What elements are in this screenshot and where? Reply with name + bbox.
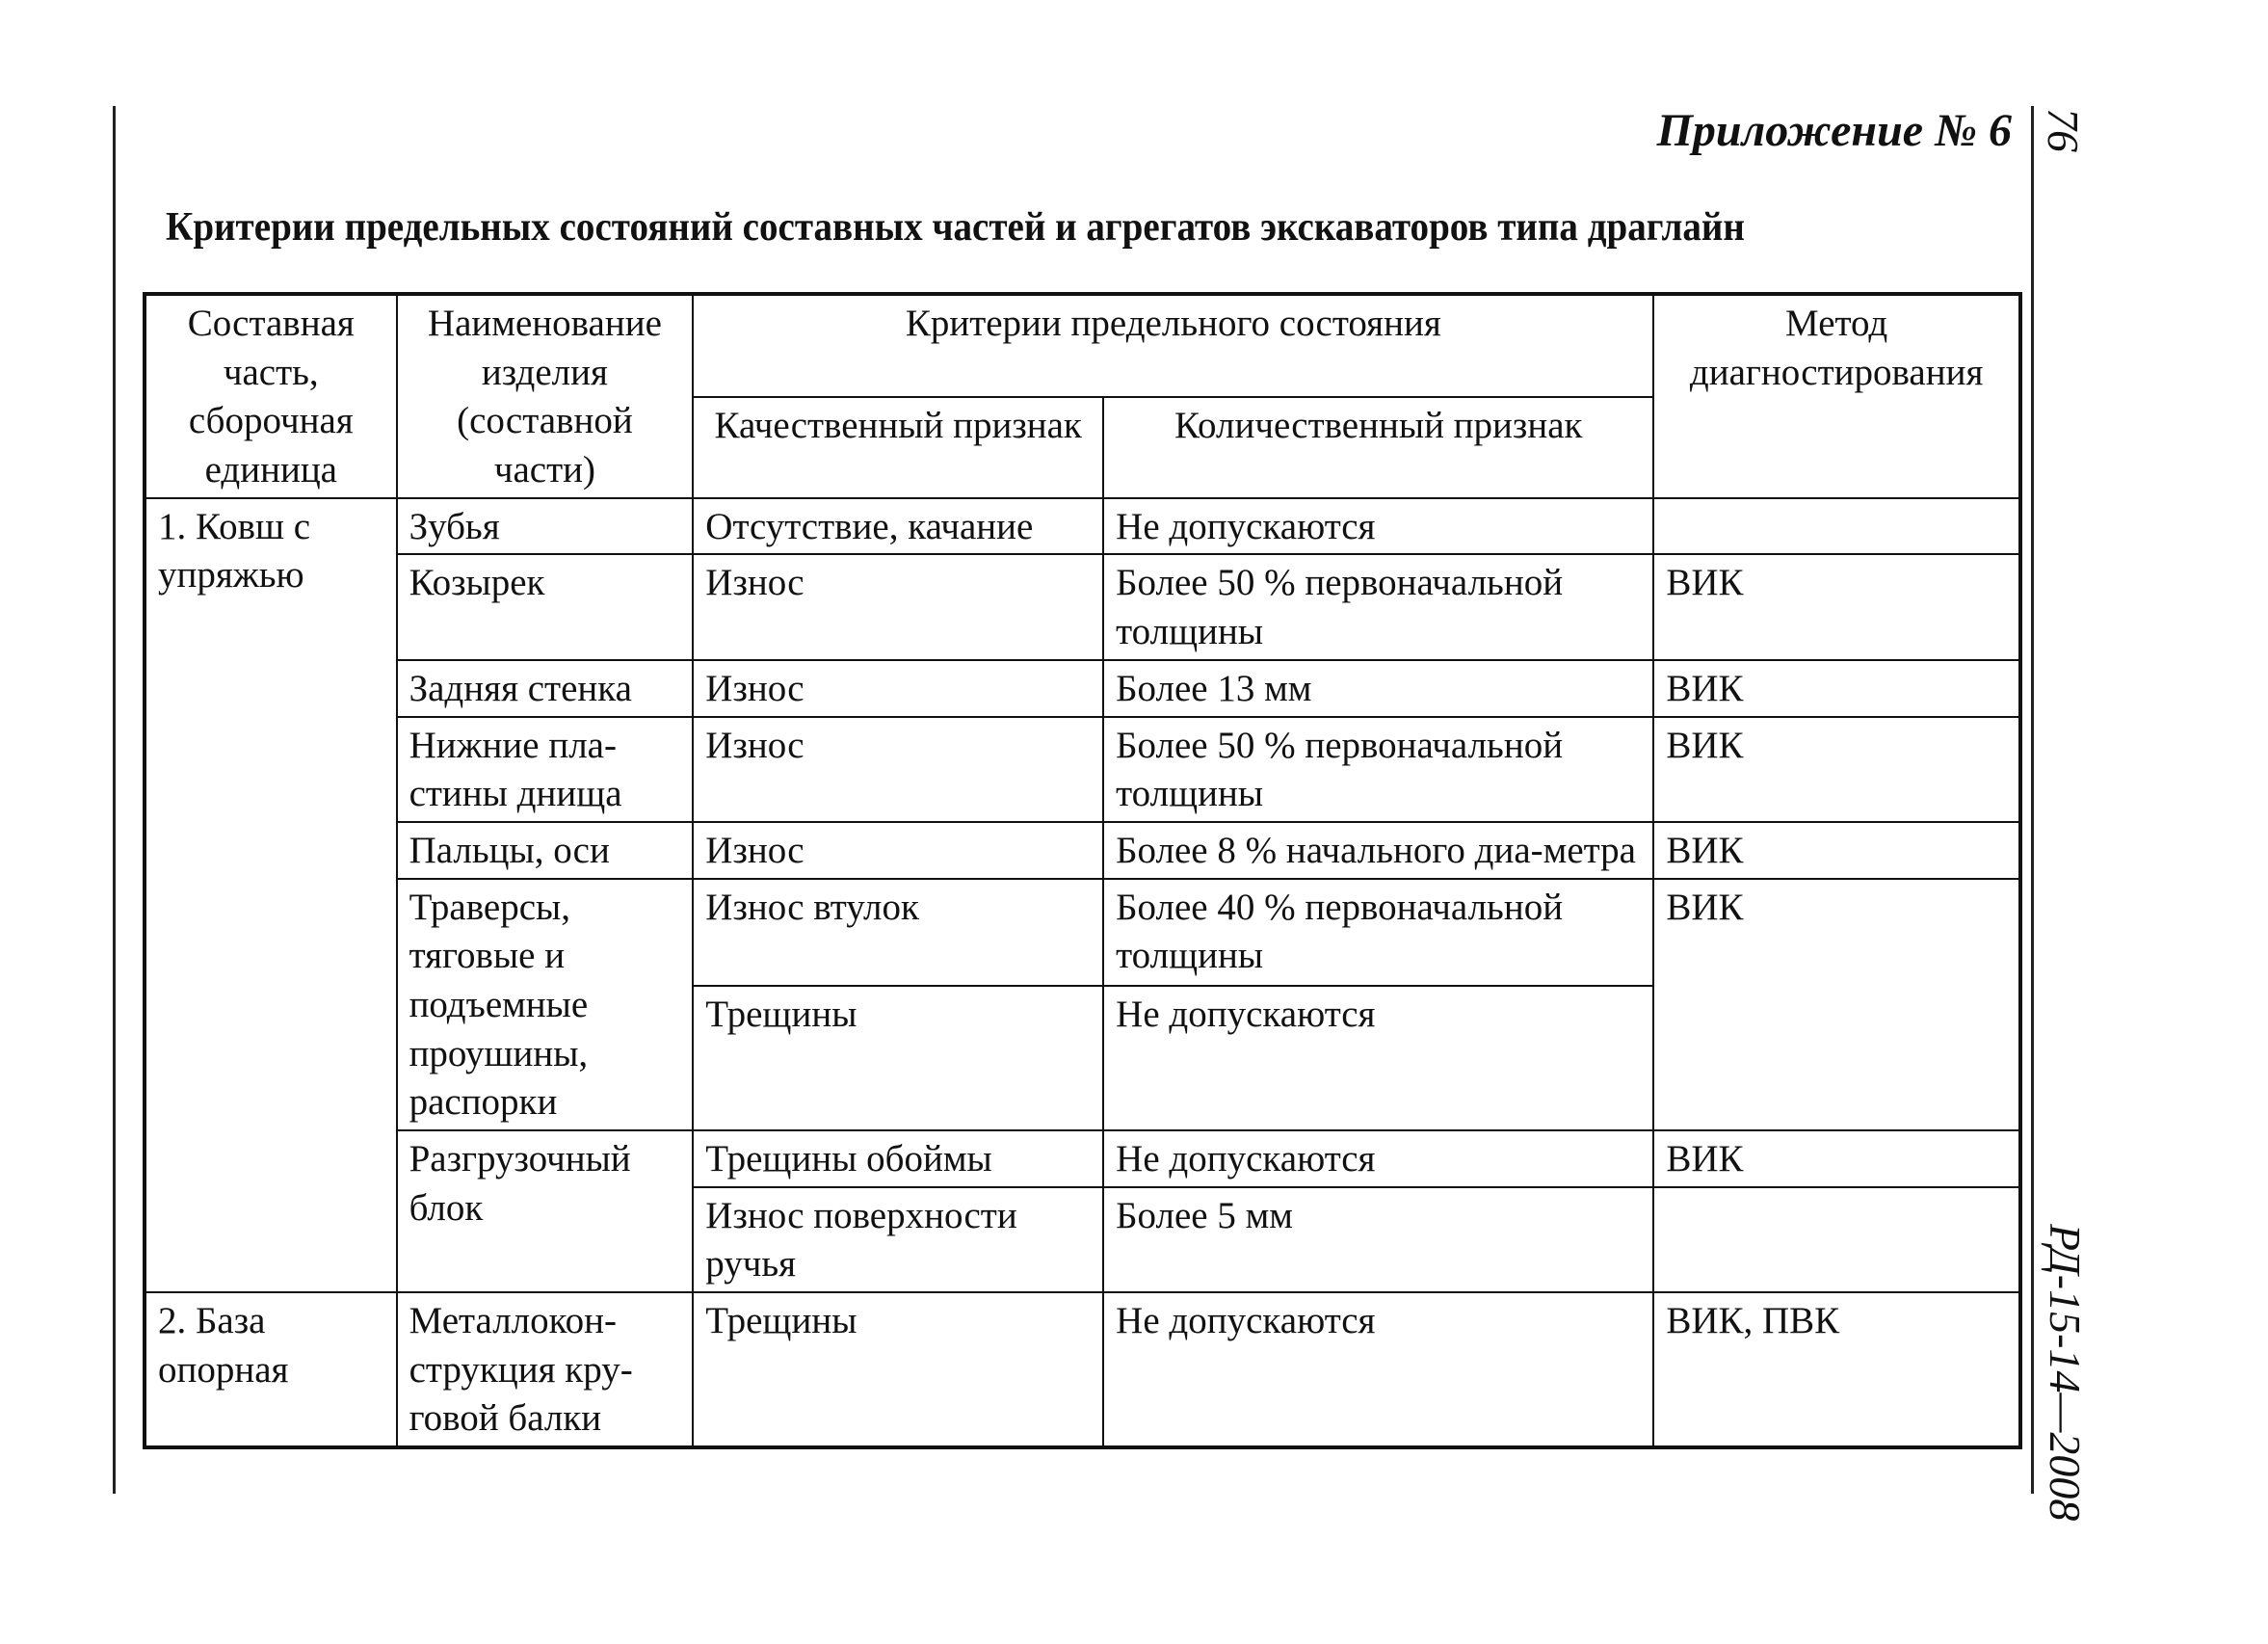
qualitative-cell: Износ втулок: [693, 879, 1103, 986]
item-cell: Разгрузочный блок: [397, 1130, 694, 1292]
header-method: Метод диагностирования: [1653, 294, 2020, 498]
table-row: [145, 498, 2020, 555]
table-row: [145, 554, 2020, 659]
qualitative-cell: Износ: [693, 660, 1103, 717]
quantitative-cell: Не допускаются: [1103, 986, 1653, 1130]
quantitative-cell: Более 13 мм: [1103, 660, 1653, 717]
quantitative-cell: Не допускаются: [1103, 1130, 1653, 1187]
method-cell: ВИК: [1653, 660, 2020, 717]
quantitative-cell: Более 40 % первоначальной толщины: [1103, 879, 1653, 986]
quantitative-cell: Более 50 % первоначальной толщины: [1103, 554, 1653, 659]
table-row: [145, 822, 2020, 879]
page-number: 76: [2039, 108, 2088, 152]
quantitative-cell: Более 5 мм: [1103, 1187, 1653, 1292]
quantitative-cell: Не допускаются: [1103, 498, 1653, 555]
item-cell: Траверсы, тяговые и подъемные проушины, распорки: [397, 879, 694, 1130]
table-row: [145, 1292, 2020, 1447]
item-cell: Пальцы, оси: [397, 822, 694, 879]
quantitative-cell: Более 50 % первоначальной толщины: [1103, 717, 1653, 822]
header-quantitative: Количественный признак: [1103, 397, 1653, 498]
left-margin-line: [113, 106, 116, 1494]
method-cell: ВИК: [1653, 717, 2020, 822]
qualitative-cell: Износ поверхности ручья: [693, 1187, 1103, 1292]
table-header-row: [145, 294, 2020, 397]
qualitative-cell: Трещины: [693, 1292, 1103, 1447]
qualitative-cell: Отсутствие, качание: [693, 498, 1103, 555]
method-cell: ВИК: [1653, 1130, 2020, 1187]
item-cell: Металлокон-струкция кру-говой балки: [397, 1292, 694, 1447]
qualitative-cell: Трещины: [693, 986, 1103, 1130]
method-cell: ВИК: [1653, 822, 2020, 879]
qualitative-cell: Трещины обоймы: [693, 1130, 1103, 1187]
header-qualitative: Качественный признак: [693, 397, 1103, 498]
quantitative-cell: Не допускаются: [1103, 1292, 1653, 1447]
table-row: [145, 717, 2020, 822]
table-row: [145, 879, 2020, 986]
method-cell: [1653, 1187, 2020, 1292]
method-cell: ВИК: [1653, 879, 2020, 1130]
page-title: Критерии предельных состояний составных частей и агрегатов экскаваторов типа драглайн: [166, 205, 1745, 250]
document-code: РД-15-14—2008: [2041, 1224, 2090, 1522]
item-cell: Зубья: [397, 498, 694, 555]
method-cell: [1653, 498, 2020, 555]
qualitative-cell: Износ: [693, 554, 1103, 659]
quantitative-cell: Более 8 % начального диа-метра: [1103, 822, 1653, 879]
table-row: [145, 1130, 2020, 1187]
item-cell: Задняя стенка: [397, 660, 694, 717]
criteria-table: [143, 292, 2022, 1449]
header-criteria: Критерии предельного состояния: [693, 294, 1653, 397]
group-unit-cell: 2. База опорная: [145, 1292, 397, 1447]
header-item: Наименование изделия (составной части): [397, 294, 694, 498]
item-cell: Нижние пла-стины днища: [397, 717, 694, 822]
group-unit-cell: 1. Ковш с упряжью: [145, 498, 397, 1292]
qualitative-cell: Износ: [693, 822, 1103, 879]
right-margin-line: [2031, 106, 2034, 1494]
method-cell: ВИК, ПВК: [1653, 1292, 2020, 1447]
appendix-label: Приложение № 6: [1656, 105, 2012, 156]
header-unit: Составная часть, сборочная единица: [145, 294, 397, 498]
method-cell: ВИК: [1653, 554, 2020, 659]
qualitative-cell: Износ: [693, 717, 1103, 822]
item-cell: Козырек: [397, 554, 694, 659]
table-row: [145, 660, 2020, 717]
